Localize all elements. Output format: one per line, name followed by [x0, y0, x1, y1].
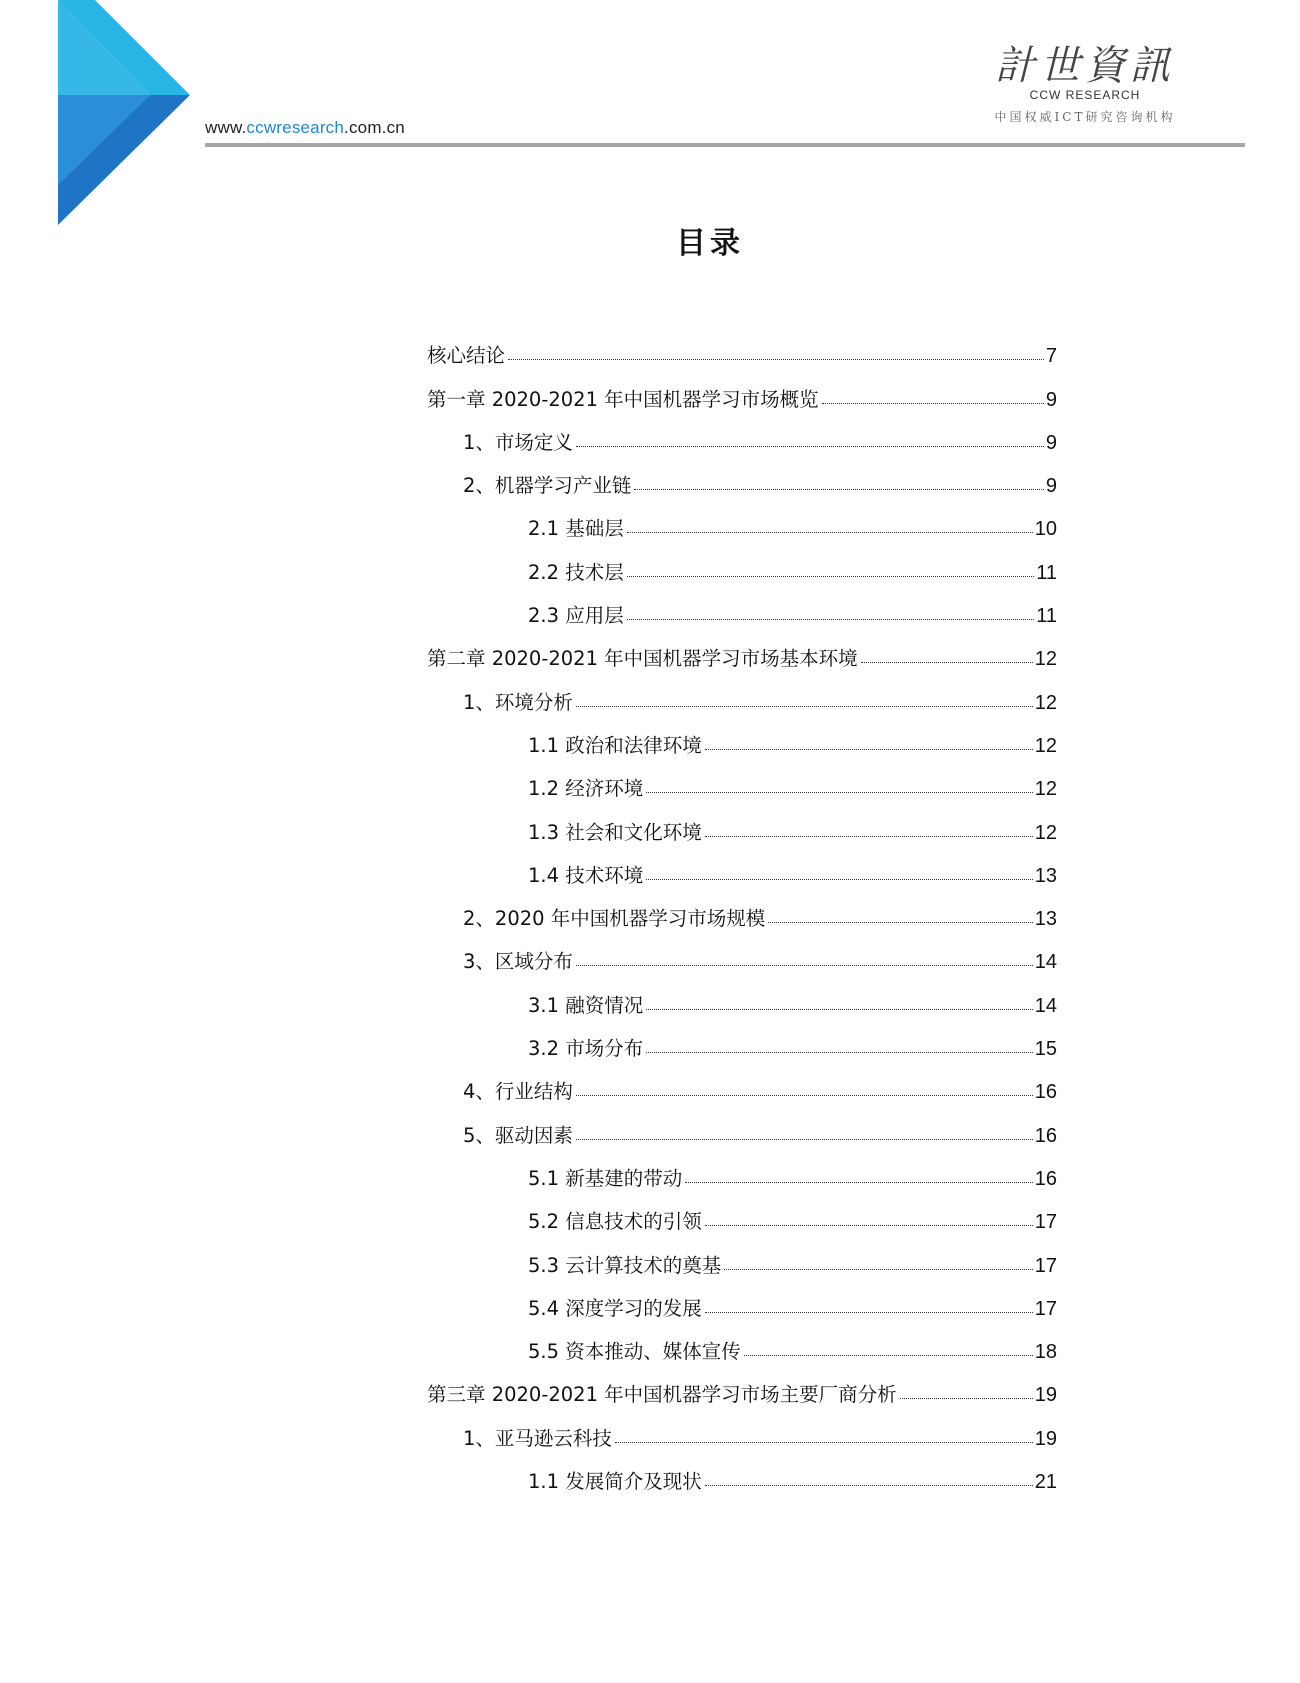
toc-entry[interactable] [427, 1407, 1057, 1450]
toc-leader-dots [576, 446, 1044, 447]
toc-entry[interactable] [427, 801, 1057, 844]
toc-entry-page: 21 [1034, 1471, 1057, 1494]
toc-entry-page: 16 [1034, 1081, 1057, 1104]
toc-leader-dots [627, 532, 1033, 533]
toc-entry-label: 核心结论 [427, 344, 506, 368]
toc-entry-page: 16 [1034, 1124, 1057, 1147]
toc-entry[interactable] [427, 1191, 1057, 1234]
brand-subtitle: CCW RESEARCH [1029, 88, 1141, 102]
toc-entry-label: 5.4 深度学习的发展 [528, 1296, 702, 1320]
toc-entry[interactable] [427, 1148, 1057, 1191]
toc-entry-page: 19 [1034, 1427, 1057, 1450]
toc-entry-page: 15 [1034, 1038, 1057, 1061]
toc-entry-label: 1.4 技术环境 [528, 863, 644, 887]
toc-leader-dots [705, 1225, 1033, 1226]
toc-entry-label: 第二章 2020-2021 年中国机器学习市场基本环境 [427, 647, 858, 671]
toc-entry[interactable] [427, 974, 1057, 1017]
brand-tagline: 中国权威ICT研究咨询机构 [994, 110, 1176, 124]
toc-entry-page: 14 [1034, 994, 1057, 1017]
toc-entry-label: 3.2 市场分布 [528, 1037, 644, 1061]
toc-entry-label: 3.1 融资情况 [528, 993, 644, 1017]
toc-entry-page: 9 [1045, 431, 1057, 454]
toc-entry-label: 5.1 新基建的带动 [528, 1166, 683, 1190]
toc-leader-dots [685, 1182, 1033, 1183]
toc-leader-dots [634, 489, 1043, 490]
toc-entry[interactable] [427, 1364, 1057, 1407]
toc-entry-page: 12 [1034, 734, 1057, 757]
toc-entry[interactable] [427, 1321, 1057, 1364]
toc-leader-dots [646, 1009, 1033, 1010]
toc-entry-page: 17 [1034, 1254, 1057, 1277]
toc-leader-dots [705, 1485, 1033, 1486]
toc-leader-dots [576, 706, 1033, 707]
toc-entry-label: 2.3 应用层 [528, 604, 624, 628]
toc-leader-dots [627, 576, 1035, 577]
page-title: 目录 [676, 226, 744, 261]
toc-entry[interactable] [427, 1104, 1057, 1147]
toc-entry-label: 5.3 云计算技术的奠基 [528, 1253, 722, 1277]
toc-entry[interactable] [427, 628, 1057, 671]
toc-entry-page: 17 [1034, 1211, 1057, 1234]
toc-entry-label: 3、区域分布 [463, 950, 573, 974]
toc-entry-label: 第一章 2020-2021 年中国机器学习市场概览 [427, 387, 819, 411]
toc-entry-label: 1.1 发展简介及现状 [528, 1470, 702, 1494]
toc-entry[interactable] [427, 1018, 1057, 1061]
toc-entry[interactable] [427, 368, 1057, 411]
toc-entry-label: 4、行业结构 [463, 1080, 573, 1104]
toc-entry-page: 7 [1045, 345, 1057, 368]
toc-entry[interactable] [427, 498, 1057, 541]
toc-entry[interactable] [427, 455, 1057, 498]
toc-leader-dots [705, 749, 1033, 750]
toc-entry-page: 12 [1034, 691, 1057, 714]
toc-leader-dots [646, 792, 1033, 793]
toc-entry[interactable] [427, 541, 1057, 584]
brand-logo [975, 42, 1195, 125]
corner-chevron-logo [0, 0, 200, 230]
toc-leader-dots [646, 879, 1033, 880]
toc-leader-dots [822, 403, 1044, 404]
toc-entry-page: 17 [1034, 1297, 1057, 1320]
toc-entry-page: 11 [1036, 605, 1057, 628]
toc-entry-label: 1.1 政治和法律环境 [528, 733, 702, 757]
header-divider [205, 143, 1245, 147]
toc-leader-dots [615, 1442, 1033, 1443]
toc-leader-dots [705, 1312, 1033, 1313]
toc-entry[interactable] [427, 412, 1057, 455]
toc-leader-dots [576, 1095, 1033, 1096]
toc-entry-page: 10 [1034, 518, 1057, 541]
toc-entry-label: 1、环境分析 [463, 690, 573, 714]
toc-leader-dots [627, 619, 1035, 620]
toc-leader-dots [576, 1139, 1033, 1140]
toc-entry-page: 19 [1034, 1384, 1057, 1407]
toc-leader-dots [705, 836, 1033, 837]
toc-entry-label: 1.2 经济环境 [528, 777, 644, 801]
toc-entry[interactable] [427, 1061, 1057, 1104]
toc-entry[interactable] [427, 888, 1057, 931]
toc-leader-dots [646, 1052, 1033, 1053]
brand-name: 計世資訊 [995, 43, 1175, 89]
toc-entry-page: 14 [1034, 951, 1057, 974]
toc-entry[interactable] [427, 715, 1057, 758]
toc-entry[interactable] [427, 585, 1057, 628]
toc-entry[interactable] [427, 758, 1057, 801]
toc-entry-page: 12 [1034, 648, 1057, 671]
toc-leader-dots [724, 1269, 1033, 1270]
toc-entry[interactable] [427, 325, 1057, 368]
toc-entry-page: 9 [1045, 475, 1057, 498]
toc-entry-page: 12 [1034, 778, 1057, 801]
toc-entry[interactable] [427, 845, 1057, 888]
toc-leader-dots [900, 1398, 1033, 1399]
toc-entry-label: 5.5 资本推动、媒体宣传 [528, 1340, 741, 1364]
toc-entry-label: 第三章 2020-2021 年中国机器学习市场主要厂商分析 [427, 1383, 897, 1407]
website-url[interactable]: www.ccwresearch.com.cn [205, 118, 405, 137]
toc-entry-label: 2、机器学习产业链 [463, 474, 632, 498]
toc-entry[interactable] [427, 931, 1057, 974]
table-of-contents [427, 325, 1057, 1494]
toc-entry-label: 2、2020 年中国机器学习市场规模 [463, 907, 766, 931]
toc-entry-label: 1、亚马逊云科技 [463, 1426, 612, 1450]
toc-entry-label: 1、市场定义 [463, 430, 573, 454]
toc-entry[interactable] [427, 1451, 1057, 1494]
toc-entry[interactable] [427, 1278, 1057, 1321]
toc-leader-dots [861, 662, 1033, 663]
toc-leader-dots [744, 1355, 1033, 1356]
toc-entry-page: 12 [1034, 821, 1057, 844]
toc-entry-label: 1.3 社会和文化环境 [528, 820, 702, 844]
toc-entry-label: 5、驱动因素 [463, 1123, 573, 1147]
toc-entry-page: 18 [1034, 1341, 1057, 1364]
toc-entry-page: 16 [1034, 1167, 1057, 1190]
toc-entry-page: 13 [1034, 864, 1057, 887]
toc-entry-page: 11 [1036, 561, 1057, 584]
toc-entry-label: 2.1 基础层 [528, 517, 624, 541]
toc-entry[interactable] [427, 1234, 1057, 1277]
toc-entry-page: 9 [1045, 388, 1057, 411]
toc-leader-dots [768, 922, 1033, 923]
toc-entry[interactable] [427, 671, 1057, 714]
toc-entry-label: 5.2 信息技术的引领 [528, 1210, 702, 1234]
toc-entry-label: 2.2 技术层 [528, 560, 624, 584]
toc-leader-dots [576, 965, 1033, 966]
toc-leader-dots [508, 359, 1044, 360]
toc-entry-page: 13 [1034, 908, 1057, 931]
